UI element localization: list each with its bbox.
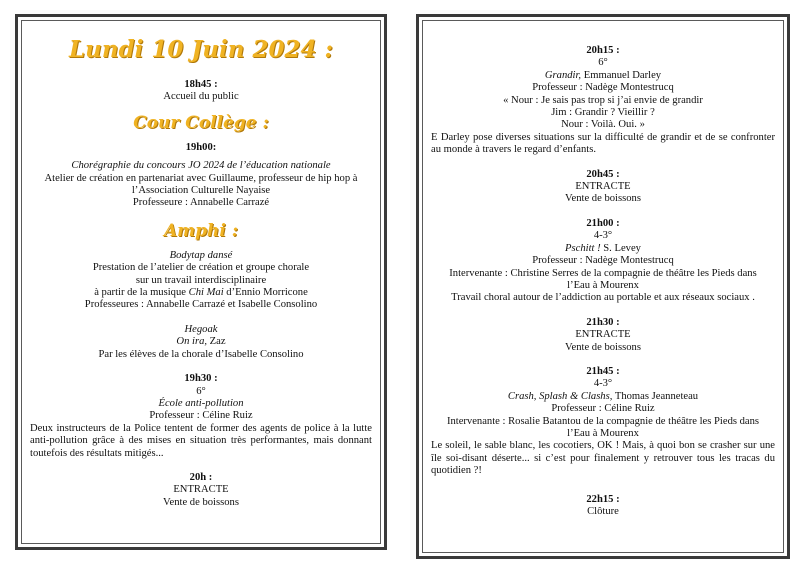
item-quote: « Nour : Je sais pas trop si j’ai envie de grandir [503, 94, 703, 106]
item-title: Pschitt ! S. Levey [565, 242, 641, 254]
item-time: 19h00: [185, 141, 217, 153]
item-time: 21h00 : [586, 217, 620, 229]
item-line: l’Association Culturelle Nayaise [131, 185, 271, 197]
item-title: École anti-pollution [158, 397, 244, 409]
right-page-content [431, 45, 775, 518]
item-title: Chorégraphie du concours JO 2024 de l’éducation nationale [71, 160, 331, 172]
item-time: 22h15 : [586, 493, 620, 505]
item-quote: Jim : Grandir ? Vieillir ? [551, 107, 655, 119]
drinks-label: Vente de boissons [565, 193, 641, 205]
item-title: Crash, Splash & Clashs, Thomas Jeanneteau [507, 390, 699, 402]
item-description: Travail choral autour de l’addiction au portable et aux réseaux sociaux . [451, 292, 755, 304]
item-teacher: Professeure : Annabelle Carrazé [132, 197, 270, 209]
item-line: à partir de la musique Chi Mai d’Ennio Morricone [94, 287, 308, 299]
day-title: Lundi 10 Juin 2024 : [68, 36, 334, 63]
item-time: 19h30 : [184, 373, 218, 385]
item-time: 20h45 : [586, 168, 620, 180]
item-description: E Darley pose diverses situations sur la difficulté de grandir et de se confronter au monde à travers le regard d’enfants. [431, 131, 775, 156]
entracte-label: ENTRACTE [575, 329, 631, 341]
item-teacher: Professeures : Annabelle Carrazé et Isabelle Consolino [84, 299, 318, 311]
left-page-content [30, 35, 372, 509]
program-page-left [15, 14, 387, 550]
item-line: On ira, Zaz [176, 336, 226, 348]
item-teacher: Professeur : Nadège Montestrucq [532, 82, 674, 94]
item-line: Par les élèves de la chorale d’Isabelle Consolino [98, 348, 304, 360]
section-amphi: Amphi : [163, 220, 239, 241]
item-speaker: l’Eau à Mourenx [567, 279, 639, 291]
item-time: 21h30 : [586, 316, 620, 328]
item-title: Hegoak [184, 323, 218, 335]
item-quote: Nour : Voilà. Oui. » [561, 119, 645, 131]
section-cour-college: Cour Collège : [133, 112, 269, 133]
item-time: 20h15 : [586, 45, 620, 56]
item-line: Prestation de l’atelier de création et groupe chorale [92, 262, 310, 274]
item-teacher: Professeur : Céline Ruiz [149, 410, 253, 422]
program-page-right [416, 14, 790, 559]
item-level: 6° [598, 57, 608, 69]
item-title: Grandir, Emmanuel Darley [544, 69, 662, 81]
item-time: 21h45 : [586, 365, 620, 377]
closing-label: Clôture [587, 506, 619, 517]
item-speaker: Intervenante : Christine Serres de la compagnie de théâtre les Pieds dans [449, 267, 757, 279]
item-description: Deux instructeurs de la Police tentent de former des agents de police à la lutte anti-pollution grâce à des mises en situation très performantes, mais donnant toutefois des résultats mitigés... [30, 422, 372, 459]
item-level: 4-3° [593, 230, 613, 242]
entracte-label: ENTRACTE [575, 181, 631, 193]
item-teacher: Professeur : Nadège Montestrucq [532, 255, 674, 267]
item-level: 4-3° [593, 378, 613, 390]
entracte-label: ENTRACTE [173, 484, 229, 496]
item-time: 20h : [189, 471, 213, 483]
item-teacher: Professeur : Céline Ruiz [551, 403, 655, 415]
item-line: Atelier de création en partenariat avec Guillaume, professeur de hip hop à [44, 172, 358, 184]
item-title: Bodytap dansé [169, 249, 233, 261]
opening-time: 18h45 : [184, 79, 218, 90]
item-line: sur un travail interdisciplinaire [135, 274, 267, 286]
item-level: 6° [196, 385, 206, 397]
drinks-label: Vente de boissons [163, 496, 239, 508]
drinks-label: Vente de boissons [565, 341, 641, 353]
item-description: Le soleil, le sable blanc, les cocotiers, OK ! Mais, à quoi bon se crasher sur une île soi-disant déserte... si c’est pour finalement y retrouver tous les tracas du quotidien ?! [431, 440, 775, 477]
opening-text: Accueil du public [163, 91, 239, 103]
item-speaker: l’Eau à Mourenx [567, 427, 639, 439]
item-speaker: Intervenante : Rosalie Batantou de la compagnie de théâtre les Pieds dans [446, 415, 760, 427]
